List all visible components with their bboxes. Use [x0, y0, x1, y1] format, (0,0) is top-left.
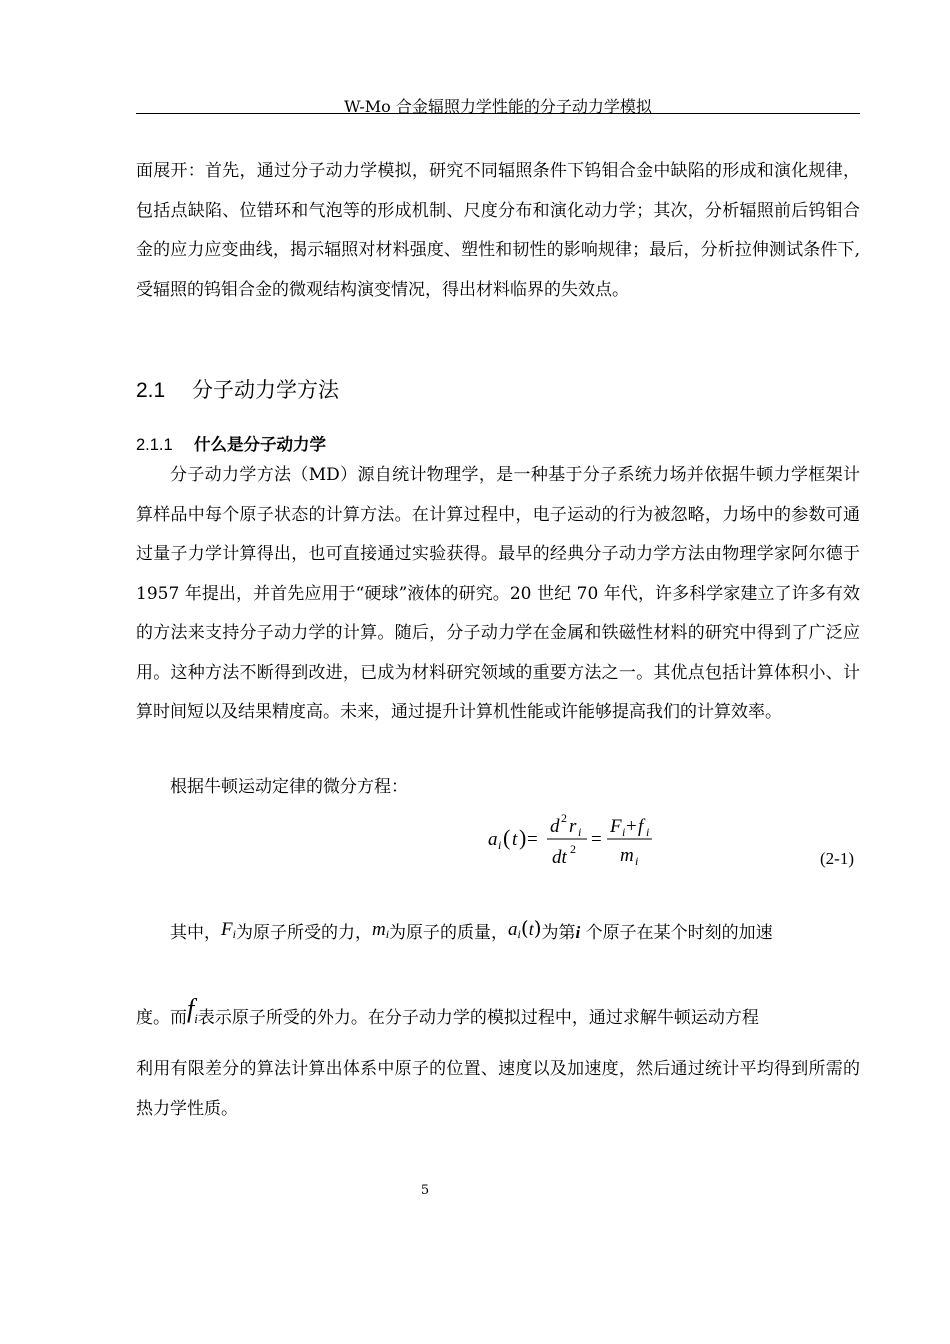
eq-num-F: F — [610, 816, 622, 837]
eq-den-dt: dt — [552, 847, 567, 868]
symbol-F: F — [221, 919, 233, 940]
section-title: 分子动力学方法 — [192, 378, 339, 402]
eq-rparen: ) — [519, 825, 527, 850]
section-number: 2.1 — [136, 379, 166, 402]
eq-num-f-sub: i — [646, 825, 650, 839]
newton-intro: 根据牛顿运动定律的微分方程： — [170, 777, 408, 797]
eq-num-sub: i — [578, 825, 582, 839]
md-paragraph: 分子动力学方法（MD）源自统计物理学，是一种基于分子系统力场并依据牛顿力学框架计算样品中每个原子状态的计算方法。在计算过程中，电子运动的行为被忽略，力场中的参数可通过量子力学计算得出，也可直接通过实验获得。最早的经典分子动力学方法由物理学家阿尔德于 1957 年提出，并首先应用于“硬球”液体的研究。20 世纪 70 年代，许多科学家建立了许多有效的方法来支持分子动力学的计算。随后，分子动力学在金属和铁磁性材料的研究中得到了广泛应用。这种方法不断得到改进，已成为材料研究领域的重要方法之一。其优点包括计算体积小、计算时间短以及结果精度高。未来，通过提升计算机性能或许能够提高我们的计算效率。 — [136, 465, 860, 722]
symbol-i: i — [575, 923, 581, 942]
eq-num-d: d — [550, 816, 560, 837]
running-header: W-Mo 合金辐照力学性能的分子动力学模拟 — [344, 97, 652, 116]
header-rule — [136, 113, 860, 114]
eq-plus: + — [626, 816, 637, 837]
page-number: 5 — [420, 1183, 430, 1198]
eq-num-r: r — [569, 816, 577, 837]
explanation-line-1: 其中，Fi为原子所受的力，mi为原子的质量，ai(t)为第i 个原子在某个时刻的加速 — [170, 916, 773, 943]
eq-lhs-a: a — [488, 829, 498, 850]
eq-lhs-sub: i — [498, 838, 502, 852]
eq-num-exp: 2 — [561, 811, 567, 825]
eq-den-m: m — [620, 845, 634, 866]
eq-num-F-sub: i — [622, 825, 626, 839]
symbol-a: a — [508, 919, 518, 940]
symbol-f: f — [187, 994, 195, 1023]
equation-number: (2-1) — [820, 849, 854, 868]
explanation-line-2: 度。而fi表示原子所受的外力。在分子动力学的模拟过程中，通过求解牛顿运动方程 — [136, 994, 759, 1028]
subsection-number: 2.1.1 — [136, 436, 173, 454]
eq-lparen: ( — [503, 825, 511, 850]
subsection-heading — [136, 431, 326, 455]
eq-equals-1: = — [527, 829, 538, 850]
section-heading — [136, 374, 339, 404]
eq-den-exp: 2 — [570, 842, 576, 856]
eq-equals-2: = — [591, 829, 602, 850]
symbol-m: m — [371, 919, 386, 940]
subsection-title: 什么是分子动力学 — [194, 435, 326, 454]
eq-den-m-sub: i — [635, 854, 639, 868]
final-paragraph: 利用有限差分的算法计算出体系中原子的位置、速度以及加速度，然后通过统计平均得到所需的热力学性质。 — [136, 1059, 860, 1119]
eq-num-f: f — [638, 816, 644, 837]
eq-lhs-t: t — [512, 829, 518, 850]
newton-equation — [484, 808, 684, 868]
intro-paragraph: 面展开：首先，通过分子动力学模拟，研究不同辐照条件下钨钼合金中缺陷的形成和演化规律，包括点缺陷、位错环和气泡等的形成机制、尺度分布和演化动力学；其次，分析辐照前后钨钼合金的应力应变曲线，揭示辐照对材料强度、塑性和韧性的影响规律；最后，分析拉伸测试条件下,受辐照的钨钼合金的微观结构演变情况，得出材料临界的失效点。 — [136, 161, 860, 300]
